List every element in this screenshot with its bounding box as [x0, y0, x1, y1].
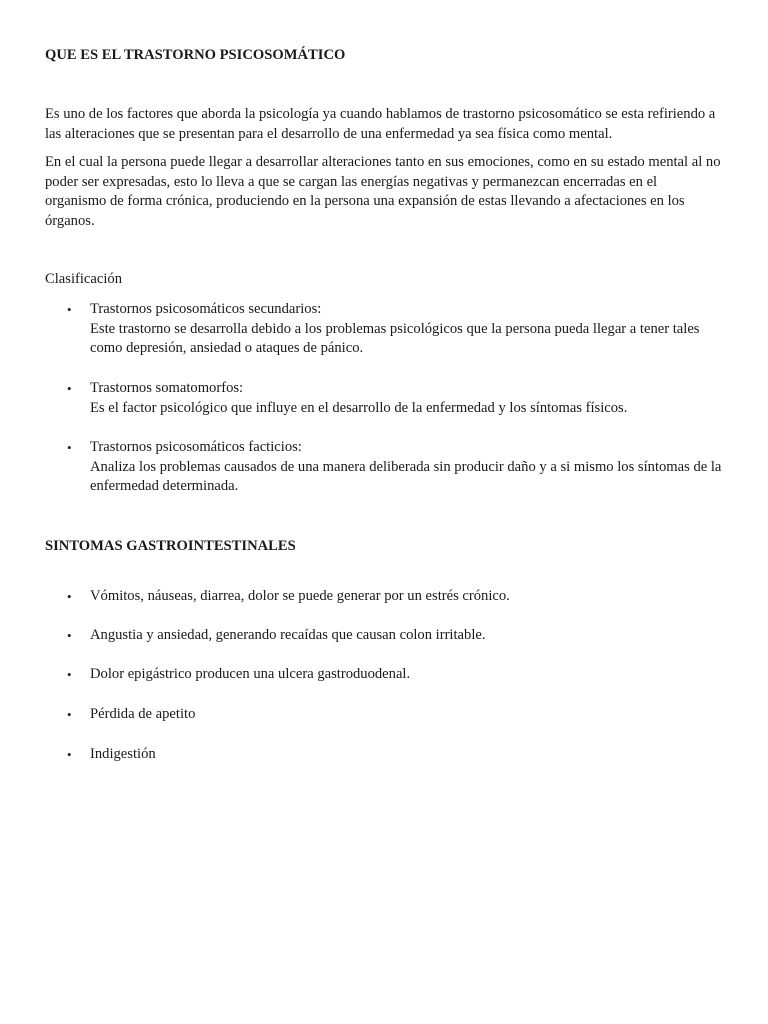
bullet-icon: •	[67, 707, 72, 722]
symptom-text: Angustia y ansiedad, generando recaídas que causan colon irritable.	[90, 627, 486, 643]
bullet-icon: •	[67, 302, 72, 317]
classification-label: Clasificación	[45, 271, 122, 287]
intro-paragraph: Es uno de los factores que aborda la psicología ya cuando hablamos de trastorno psicosomático se esta refiriendo a las alteraciones que se presentan para el desarrollo de una enfermedad ya sea física como mental.	[45, 106, 716, 142]
classification-item-description: Es el factor psicológico que influye en el desarrollo de la enfermedad y los síntomas físicos.	[90, 399, 628, 416]
classification-item-description: Este trastorno se desarrolla debido a los problemas psicológicos que la persona pueda llegar a tener tales como depresión, ansiedad o ataques de pánico.	[90, 320, 700, 357]
bullet-icon: •	[67, 628, 72, 643]
classification-item-heading: Trastornos psicosomáticos secundarios:	[90, 301, 322, 317]
bullet-icon: •	[67, 381, 72, 396]
description-paragraph: En el cual la persona puede llegar a desarrollar alteraciones tanto en sus emociones, como en su estado mental al no poder ser expresadas, esto lo lleva a que se cargan las energías negativas y permanezcan encerradas en el organismo de forma crónica, produciendo en la persona una expansión de estas llevando a afectaciones en los órganos.	[45, 154, 721, 229]
classification-item-heading: Trastornos psicosomáticos facticios:	[90, 439, 302, 455]
classification-item-heading: Trastornos somatomorfos:	[90, 380, 244, 396]
section-title-symptoms: SINTOMAS GASTROINTESTINALES	[45, 538, 296, 554]
symptom-text: Pérdida de apetito	[90, 706, 196, 722]
bullet-icon: •	[67, 440, 72, 455]
bullet-icon: •	[67, 589, 72, 604]
bullet-icon: •	[67, 747, 72, 762]
page-title: QUE ES EL TRASTORNO PSICOSOMÁTICO	[45, 47, 346, 63]
symptom-text: Vómitos, náuseas, diarrea, dolor se puede generar por un estrés crónico.	[90, 588, 510, 604]
classification-item-description: Analiza los problemas causados de una manera deliberada sin producir daño y a si mismo los síntomas de la enfermedad determinada.	[90, 458, 722, 495]
symptom-text: Indigestión	[90, 746, 156, 762]
bullet-icon: •	[67, 667, 72, 682]
symptom-text: Dolor epigástrico producen una ulcera gastroduodenal.	[90, 666, 411, 682]
